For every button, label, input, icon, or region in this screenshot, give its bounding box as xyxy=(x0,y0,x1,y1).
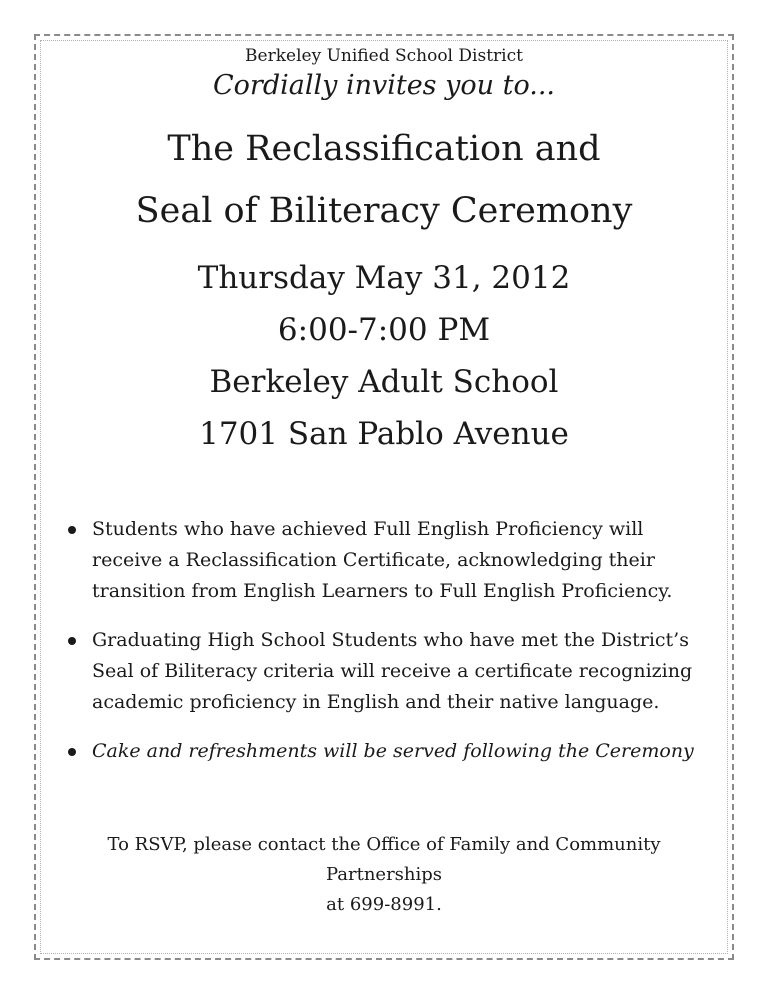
list-item-text: Students who have achieved Full English Proficiency will receive a Reclassification Certificate, acknowledging their transition from English Learners to Full English Proficiency. xyxy=(92,518,673,602)
list-item-text: Cake and refreshments will be served following the Ceremony xyxy=(92,740,694,762)
district-name: Berkeley Unified School District xyxy=(245,46,523,66)
flyer xyxy=(50,44,718,915)
rsvp-line-2: at 699-8991. xyxy=(326,894,442,915)
list-item xyxy=(62,736,716,767)
list-item xyxy=(62,625,716,718)
event-date: Thursday May 31, 2012 xyxy=(197,260,571,296)
rsvp-line-1: To RSVP, please contact the Office of Family and Community Partnerships xyxy=(107,834,661,885)
event-address: 1701 San Pablo Avenue xyxy=(199,416,569,452)
event-time: 6:00-7:00 PM xyxy=(277,312,491,348)
event-title-line-1: The Reclassification and xyxy=(167,129,601,169)
list-item-text: Graduating High School Students who have met the District’s Seal of Biliteracy criteria will receive a certificate recognizing academic proficiency in English and their native language. xyxy=(92,629,693,713)
event-title-line-2: Seal of Biliteracy Ceremony xyxy=(135,191,633,231)
event-venue: Berkeley Adult School xyxy=(209,364,559,400)
bullet-icon xyxy=(68,526,76,534)
details-list xyxy=(62,514,716,785)
invitation-line: Cordially invites you to... xyxy=(213,70,555,101)
bullet-icon xyxy=(68,637,76,645)
bullet-icon xyxy=(68,748,76,756)
list-item xyxy=(62,514,716,607)
rsvp-info xyxy=(50,830,718,920)
